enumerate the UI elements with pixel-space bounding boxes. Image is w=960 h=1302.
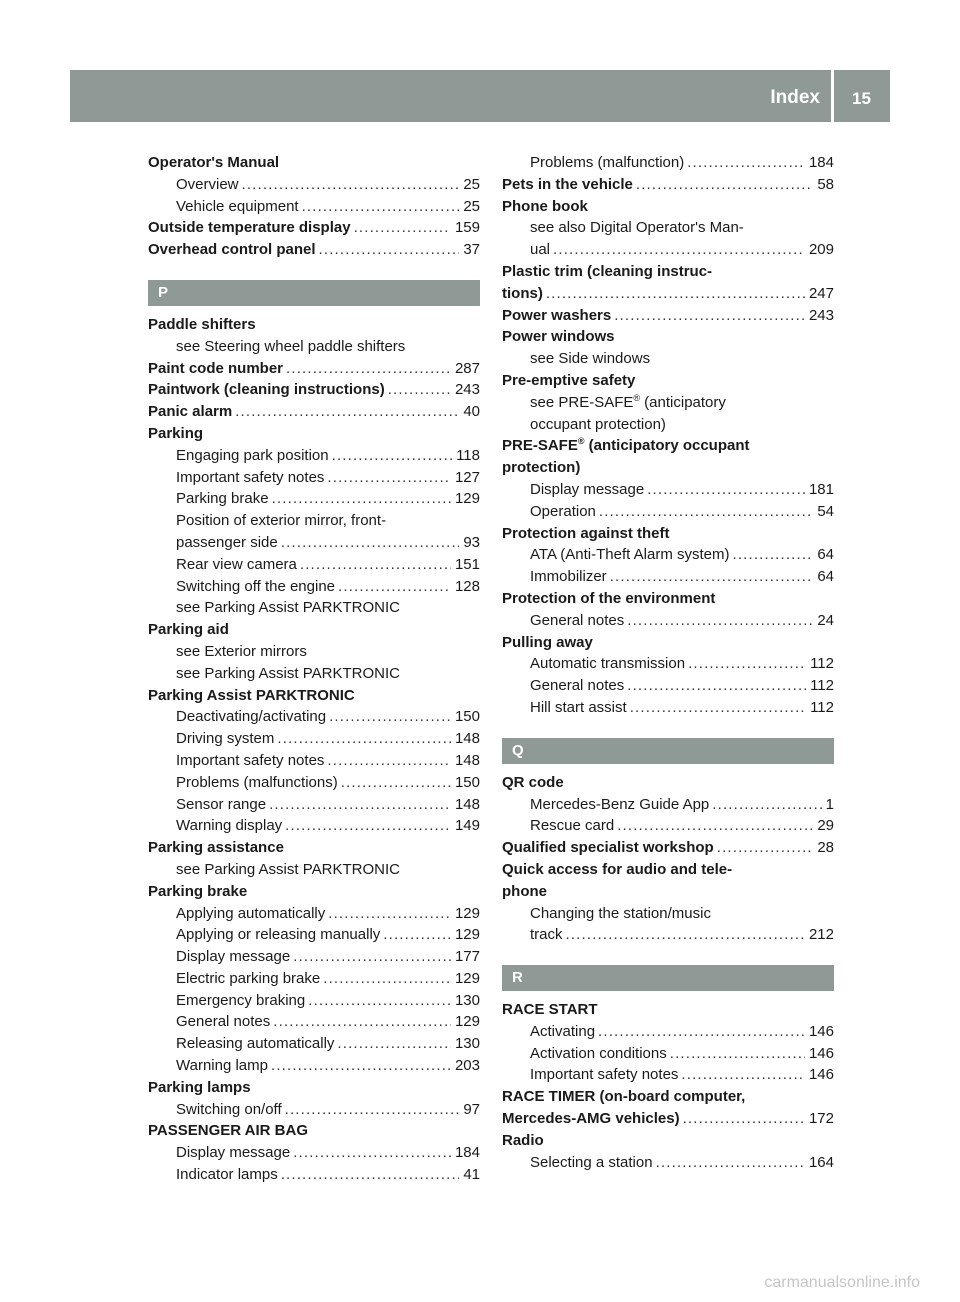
entry-text: Problems (malfunctions)	[176, 773, 338, 791]
page-ref[interactable]: 146	[808, 1044, 834, 1062]
index-entry[interactable]	[148, 401, 480, 423]
index-subentry[interactable]	[148, 772, 480, 794]
entry-text: Parking Assist PARKTRONIC	[148, 686, 355, 704]
leader-dots	[272, 488, 451, 510]
entry-text: Power windows	[502, 328, 615, 346]
index-subentry[interactable]	[502, 1064, 834, 1086]
entry-text: ATA (Anti-Theft Alarm system)	[530, 546, 730, 564]
entry-text: see Parking Assist PARKTRONIC	[176, 664, 400, 682]
leader-dots	[687, 152, 805, 174]
entry-text: PRE-SAFE® (anticipatory occupant	[502, 436, 750, 455]
index-entry	[502, 435, 834, 457]
entry-text: Pre-emptive safety	[502, 371, 636, 389]
page-ref[interactable]: 287	[454, 359, 480, 377]
page-ref[interactable]: 24	[817, 611, 834, 629]
header-bar	[70, 70, 890, 122]
leader-dots	[269, 794, 451, 816]
leader-dots	[546, 283, 805, 305]
index-subentry[interactable]	[502, 653, 834, 675]
index-subentry[interactable]	[502, 566, 834, 588]
index-subentry[interactable]	[502, 610, 834, 632]
page-ref[interactable]: 64	[817, 568, 834, 586]
page-ref[interactable]: 209	[808, 241, 834, 259]
page-ref[interactable]: 40	[463, 403, 480, 421]
entry-text: General notes	[176, 1013, 271, 1031]
entry-text: Important safety notes	[530, 1066, 679, 1084]
index-subentry	[148, 641, 480, 663]
entry-text: see also Digital Operator's Man-	[530, 219, 744, 237]
leader-dots	[732, 544, 813, 566]
leader-dots	[627, 610, 813, 632]
index-subentry	[148, 597, 480, 619]
leader-dots	[712, 794, 821, 816]
index-entry	[148, 685, 480, 707]
entry-text: Vehicle equipment	[176, 197, 299, 215]
page-ref[interactable]: 29	[817, 817, 834, 835]
leader-dots	[242, 174, 460, 196]
index-subentry[interactable]	[502, 239, 834, 261]
index-entry	[148, 619, 480, 641]
index-entry	[148, 1120, 480, 1142]
page-ref[interactable]: 149	[454, 817, 480, 835]
entry-text: Qualified specialist workshop	[502, 839, 714, 857]
entry-text: Display message	[176, 948, 291, 966]
index-entry	[502, 859, 834, 881]
watermark: carmanualsonline.info	[764, 1274, 920, 1291]
entry-text: General notes	[530, 677, 625, 695]
page-ref[interactable]: 151	[454, 555, 480, 573]
entry-text: see Parking Assist PARKTRONIC	[176, 860, 400, 878]
leader-dots	[285, 1099, 460, 1121]
leader-dots	[388, 379, 451, 401]
page-ref[interactable]: 37	[463, 241, 480, 259]
entry-text: Releasing automatically	[176, 1035, 335, 1053]
index-entry	[148, 314, 480, 336]
page-ref[interactable]: 146	[808, 1066, 834, 1084]
entry-text: protection)	[502, 459, 581, 477]
entry-text: Protection against theft	[502, 524, 670, 542]
index-subentry	[502, 217, 834, 239]
entry-text: Power washers	[502, 306, 612, 324]
entry-text: occupant protection)	[530, 415, 666, 433]
page-ref[interactable]: 130	[454, 1035, 480, 1053]
entry-text: passenger side	[176, 533, 278, 551]
entry-text: tions)	[502, 284, 543, 302]
entry-text: track	[530, 926, 563, 944]
page-ref[interactable]: 54	[817, 502, 834, 520]
page-ref[interactable]: 118	[456, 446, 480, 464]
index-subentry[interactable]	[502, 479, 834, 501]
index-subentry[interactable]	[148, 196, 480, 218]
entry-text: Selecting a station	[530, 1153, 653, 1171]
entry-text: Warning lamp	[176, 1057, 268, 1075]
entry-text: Hill start assist	[530, 698, 627, 716]
entry-text: Pets in the vehicle	[502, 175, 633, 193]
entry-text: see Steering wheel paddle shifters	[176, 337, 406, 355]
leader-dots	[617, 815, 813, 837]
page-ref[interactable]: 243	[454, 381, 480, 399]
index-subentry	[148, 510, 480, 532]
index-subentry	[502, 348, 834, 370]
entry-text: Sensor range	[176, 795, 267, 813]
leader-dots	[636, 174, 813, 196]
entry-text: Parking	[148, 424, 204, 442]
index-subentry[interactable]	[148, 532, 480, 554]
index-subentry[interactable]	[502, 697, 834, 719]
entry-text: see PRE-SAFE® (anticipatory	[530, 392, 726, 411]
index-subentry	[148, 663, 480, 685]
page-ref[interactable]: 164	[808, 1153, 834, 1171]
index-subentry	[502, 392, 834, 414]
leader-dots	[277, 728, 451, 750]
entry-text: General notes	[530, 611, 625, 629]
entry-text: Important safety notes	[176, 751, 325, 769]
index-subentry[interactable]	[502, 152, 834, 174]
section-header: R	[502, 965, 834, 991]
leader-dots	[553, 239, 805, 261]
entry-text: Applying or releasing manually	[176, 926, 381, 944]
page-ref[interactable]: 128	[454, 577, 480, 595]
index-subentry[interactable]	[148, 1164, 480, 1186]
leader-dots	[337, 1033, 451, 1055]
leader-dots	[286, 358, 451, 380]
entry-text: Parking brake	[176, 490, 269, 508]
entry-text: see Parking Assist PARKTRONIC	[176, 599, 400, 617]
entry-text: Driving system	[176, 730, 275, 748]
leader-dots	[681, 1064, 805, 1086]
index-subentry[interactable]	[148, 576, 480, 598]
entry-text: Phone book	[502, 197, 588, 215]
entry-text: phone	[502, 882, 547, 900]
page-ref[interactable]: 127	[454, 468, 480, 486]
index-subentry[interactable]	[502, 924, 834, 946]
leader-dots	[610, 566, 814, 588]
entry-text: PASSENGER AIR BAG	[148, 1122, 309, 1140]
entry-text: see Exterior mirrors	[176, 642, 307, 660]
entry-text: ual	[530, 241, 551, 259]
leader-dots	[271, 1055, 451, 1077]
leader-dots	[338, 576, 451, 598]
index-subentry[interactable]	[148, 968, 480, 990]
index-subentry[interactable]	[148, 488, 480, 510]
page-ref[interactable]: 148	[454, 751, 480, 769]
page-ref[interactable]: 247	[808, 284, 834, 302]
entry-text: Quick access for audio and tele-	[502, 860, 733, 878]
leader-dots	[323, 968, 451, 990]
index-entry	[502, 326, 834, 348]
page-ref[interactable]: 181	[808, 480, 834, 498]
entry-text: Warning display	[176, 817, 283, 835]
index-entry	[502, 196, 834, 218]
index-subentry[interactable]	[502, 1043, 834, 1065]
index-column-left	[148, 152, 480, 1186]
index-subentry[interactable]	[502, 794, 834, 816]
index-entry	[502, 999, 834, 1021]
leader-dots	[285, 815, 451, 837]
entry-text: Parking aid	[148, 621, 229, 639]
index-subentry[interactable]	[148, 794, 480, 816]
entry-text: Panic alarm	[148, 403, 233, 421]
leader-dots	[598, 1021, 805, 1043]
leader-dots	[566, 924, 805, 946]
leader-dots	[308, 990, 451, 1012]
page-ref[interactable]: 1	[825, 795, 834, 813]
page-ref[interactable]: 58	[817, 175, 834, 193]
entry-text: Changing the station/music	[530, 904, 711, 922]
leader-dots	[630, 697, 806, 719]
index-entry	[502, 523, 834, 545]
index-subentry[interactable]	[148, 1142, 480, 1164]
entry-text: Parking lamps	[148, 1078, 251, 1096]
page-ref[interactable]: 203	[454, 1057, 480, 1075]
index-subentry[interactable]	[148, 1055, 480, 1077]
entry-text: Protection of the environment	[502, 589, 716, 607]
entry-text: Deactivating/activating	[176, 708, 327, 726]
leader-dots	[319, 239, 460, 261]
entry-text: Overview	[176, 175, 239, 193]
page-ref[interactable]: 112	[810, 655, 834, 673]
index-entry	[148, 837, 480, 859]
leader-dots	[670, 1043, 805, 1065]
header-divider	[831, 70, 834, 122]
leader-dots	[332, 445, 452, 467]
page-ref[interactable]: 129	[454, 969, 480, 987]
entry-text: Rescue card	[530, 817, 615, 835]
entry-text: Overhead control panel	[148, 241, 316, 259]
index-subentry[interactable]	[148, 174, 480, 196]
leader-dots	[341, 772, 451, 794]
page-ref[interactable]: 184	[454, 1144, 480, 1162]
leader-dots	[383, 924, 451, 946]
entry-text: Outside temperature display	[148, 219, 351, 237]
index-column-right	[502, 152, 834, 1173]
page-ref[interactable]: 243	[808, 306, 834, 324]
entry-text: Immobilizer	[530, 568, 607, 586]
entry-text: Automatic transmission	[530, 655, 686, 673]
page-ref[interactable]: 129	[454, 490, 480, 508]
entry-text: Engaging park position	[176, 446, 329, 464]
index-subentry[interactable]	[148, 1099, 480, 1121]
leader-dots	[293, 1142, 451, 1164]
index-entry[interactable]	[148, 379, 480, 401]
index-entry	[502, 261, 834, 283]
page-ref[interactable]: 177	[454, 948, 480, 966]
index-subentry[interactable]	[148, 815, 480, 837]
entry-text: Problems (malfunction)	[530, 154, 685, 171]
leader-dots	[281, 1164, 460, 1186]
entry-text: Mercedes-Benz Guide App	[530, 795, 710, 813]
entry-text: Display message	[530, 480, 645, 498]
index-subentry[interactable]	[502, 675, 834, 697]
leader-dots	[614, 305, 805, 327]
entry-text: Paddle shifters	[148, 315, 256, 333]
index-subentry[interactable]	[148, 706, 480, 728]
entry-text: RACE TIMER (on-board computer,	[502, 1088, 746, 1106]
index-entry[interactable]	[502, 305, 834, 327]
index-entry[interactable]	[502, 283, 834, 305]
entry-text: Important safety notes	[176, 468, 325, 486]
index-subentry[interactable]	[502, 501, 834, 523]
page-number: 15	[852, 89, 871, 108]
index-subentry[interactable]	[148, 728, 480, 750]
entry-text: Activating	[530, 1022, 596, 1040]
page-ref[interactable]: 25	[463, 175, 480, 193]
index-entry[interactable]	[502, 837, 834, 859]
page-ref[interactable]: 129	[454, 926, 480, 944]
leader-dots	[293, 946, 451, 968]
page-ref[interactable]: 41	[463, 1166, 480, 1184]
entry-text: see Side windows	[530, 350, 651, 368]
leader-dots	[328, 903, 451, 925]
page-ref[interactable]: 212	[808, 926, 834, 944]
index-entry[interactable]	[148, 358, 480, 380]
leader-dots	[302, 196, 460, 218]
entry-text: Indicator lamps	[176, 1166, 278, 1184]
index-subentry[interactable]	[502, 1021, 834, 1043]
index-subentry[interactable]	[148, 1033, 480, 1055]
index-entry[interactable]	[148, 217, 480, 239]
page-ref[interactable]: 129	[454, 1013, 480, 1031]
leader-dots	[688, 653, 806, 675]
index-subentry[interactable]	[148, 467, 480, 489]
page-ref[interactable]: 28	[817, 839, 834, 857]
section-header: Q	[502, 738, 834, 764]
index-entry	[502, 881, 834, 903]
page-ref[interactable]: 148	[454, 795, 480, 813]
page-ref[interactable]: 184	[808, 154, 834, 171]
page-ref[interactable]: 150	[454, 708, 480, 726]
leader-dots	[717, 837, 814, 859]
index-entry	[148, 1077, 480, 1099]
page-ref[interactable]: 146	[808, 1022, 834, 1040]
index-subentry[interactable]	[148, 1011, 480, 1033]
leader-dots	[327, 750, 451, 772]
index-subentry[interactable]	[148, 445, 480, 467]
leader-dots	[300, 554, 451, 576]
entry-text: RACE START	[502, 1001, 598, 1019]
leader-dots	[281, 532, 460, 554]
index-entry	[502, 632, 834, 654]
leader-dots	[327, 467, 451, 489]
entry-text: Switching off the engine	[176, 577, 336, 595]
index-subentry[interactable]	[148, 924, 480, 946]
entry-text: Activation conditions	[530, 1044, 667, 1062]
entry-text: Mercedes-AMG vehicles)	[502, 1110, 680, 1128]
page-ref[interactable]: 129	[454, 904, 480, 922]
leader-dots	[599, 501, 813, 523]
page-ref[interactable]: 64	[817, 546, 834, 564]
page-ref[interactable]: 93	[463, 533, 480, 551]
page-ref[interactable]: 172	[808, 1110, 834, 1128]
entry-text: Emergency braking	[176, 991, 306, 1009]
entry-text: Position of exterior mirror, front-	[176, 512, 387, 530]
entry-text: Parking assistance	[148, 839, 284, 857]
leader-dots	[627, 675, 806, 697]
index-entry	[502, 1086, 834, 1108]
leader-dots	[235, 401, 459, 423]
index-subentry	[148, 859, 480, 881]
index-entry[interactable]	[148, 239, 480, 261]
index-subentry[interactable]	[502, 815, 834, 837]
leader-dots	[273, 1011, 451, 1033]
page-ref[interactable]: 97	[463, 1100, 480, 1118]
entry-text: Display message	[176, 1144, 291, 1162]
leader-dots	[354, 217, 451, 239]
index-subentry	[148, 336, 480, 358]
page-title: Index	[770, 87, 820, 108]
page-ref[interactable]: 150	[454, 773, 480, 791]
entry-text: Parking brake	[148, 882, 248, 900]
entry-text: Applying automatically	[176, 904, 326, 922]
index-entry	[502, 772, 834, 794]
index-subentry[interactable]	[148, 750, 480, 772]
section-header: P	[148, 280, 480, 306]
index-subentry[interactable]	[148, 554, 480, 576]
entry-text: Radio	[502, 1131, 544, 1149]
entry-text: Paintwork (cleaning instructions)	[148, 381, 385, 399]
leader-dots	[329, 706, 451, 728]
index-subentry	[502, 414, 834, 436]
index-entry	[502, 370, 834, 392]
index-entry	[148, 152, 480, 174]
index-entry	[148, 423, 480, 445]
index-entry	[148, 881, 480, 903]
entry-text: Paint code number	[148, 359, 284, 377]
index-entry[interactable]	[502, 1108, 834, 1130]
page-ref[interactable]: 130	[454, 991, 480, 1009]
page-ref[interactable]: 112	[810, 677, 834, 695]
index-subentry[interactable]	[148, 990, 480, 1012]
entry-text: Plastic trim (cleaning instruc-	[502, 262, 713, 280]
leader-dots	[647, 479, 805, 501]
index-subentry[interactable]	[502, 544, 834, 566]
index-entry[interactable]	[502, 174, 834, 196]
entry-text: Operation	[530, 502, 596, 520]
index-subentry	[502, 903, 834, 925]
index-entry	[502, 457, 834, 479]
index-subentry[interactable]	[502, 1152, 834, 1174]
entry-text: Operator's Manual	[148, 154, 280, 171]
page-ref[interactable]: 25	[463, 197, 480, 215]
page-ref[interactable]: 159	[454, 219, 480, 237]
leader-dots	[683, 1108, 805, 1130]
index-subentry[interactable]	[148, 903, 480, 925]
entry-text: Electric parking brake	[176, 969, 321, 987]
entry-text: Pulling away	[502, 633, 593, 651]
index-entry	[502, 588, 834, 610]
entry-text: QR code	[502, 773, 564, 791]
page-ref[interactable]: 112	[810, 698, 834, 716]
entry-text: Switching on/off	[176, 1100, 282, 1118]
index-subentry[interactable]	[148, 946, 480, 968]
entry-text: Rear view camera	[176, 555, 297, 573]
leader-dots	[656, 1152, 805, 1174]
index-entry	[502, 1130, 834, 1152]
page-ref[interactable]: 148	[454, 730, 480, 748]
